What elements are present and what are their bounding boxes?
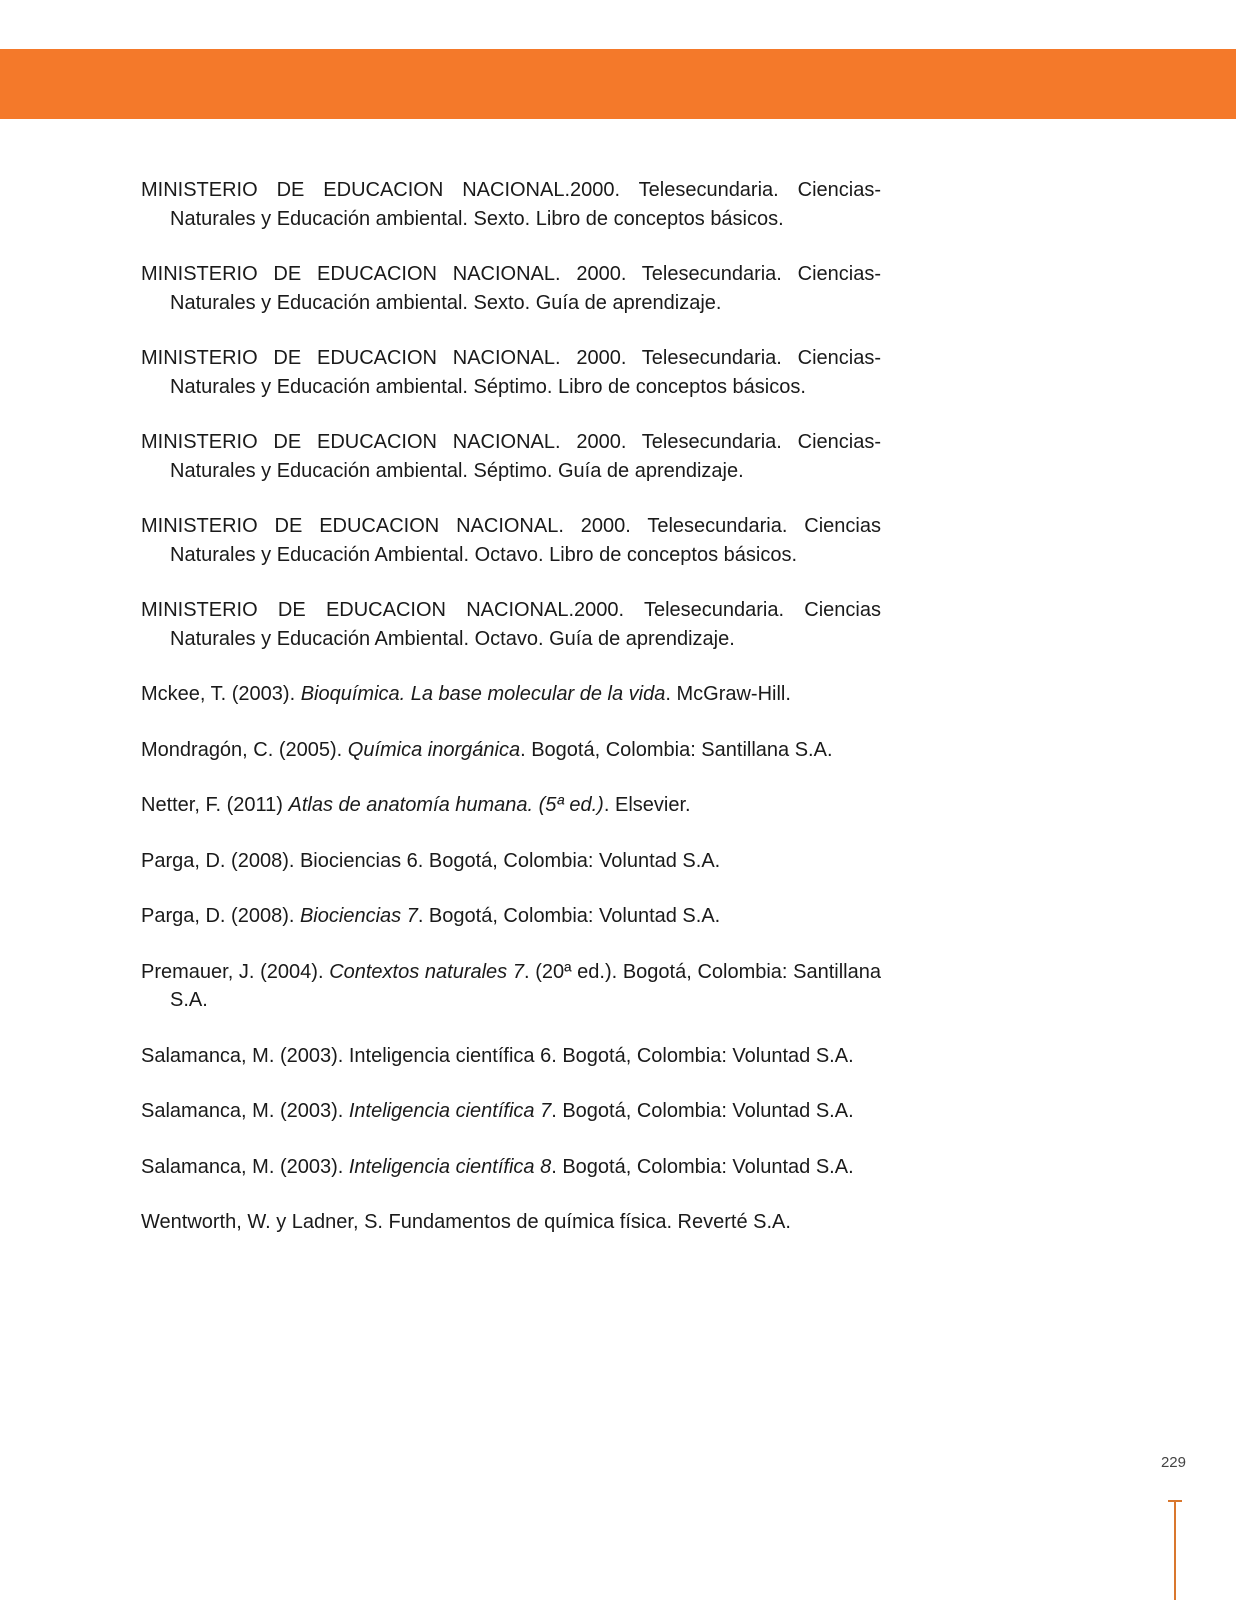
reference-text: MINISTERIO DE EDUCACION NACIONAL.2000. Telesecundaria. Ciencias Naturales y Educación Ambiental. Octavo. Guía de aprendizaje. [141, 599, 881, 650]
reference-text: Salamanca, M. (2003). [141, 1100, 349, 1122]
reference-entry [141, 512, 881, 569]
reference-entry [141, 680, 881, 709]
reference-entry [141, 1153, 881, 1182]
reference-title: Atlas de anatomía humana. (5ª ed.) [288, 794, 604, 816]
reference-entry [141, 902, 881, 931]
reference-entry [141, 176, 881, 233]
reference-entry [141, 736, 881, 765]
header-band [0, 49, 1236, 119]
reference-text: . Bogotá, Colombia: Santillana S.A. [520, 738, 833, 761]
reference-title: Biociencias 7 [299, 905, 418, 927]
reference-entry [141, 1208, 881, 1237]
reference-entry [141, 596, 881, 653]
reference-title: Bioquímica. La base molecular de la vida [300, 683, 666, 705]
reference-text: . Bogotá, Colombia: Voluntad S.A. [551, 1155, 854, 1178]
reference-text: . Bogotá, Colombia: Voluntad S.A. [551, 1100, 854, 1122]
reference-entry [141, 791, 881, 820]
reference-text: Parga, D. (2008). [141, 905, 300, 927]
reference-entry [141, 847, 881, 876]
reference-text: Salamanca, M. (2003). [141, 1155, 349, 1178]
reference-text: Premauer, J. (2004). [141, 960, 330, 983]
reference-entry [141, 1097, 881, 1126]
reference-text: Salamanca, M. (2003). Inteligencia científica 6. Bogotá, Colombia: Voluntad S.A. [141, 1044, 854, 1067]
reference-text: Wentworth, W. y Ladner, S. Fundamentos de química física. Reverté S.A. [141, 1211, 791, 1233]
reference-entry [141, 344, 881, 401]
reference-entry [141, 260, 881, 317]
reference-title: Inteligencia científica 8 [348, 1155, 552, 1178]
page-number: 229 [1160, 1454, 1186, 1471]
page-edge-marker [1168, 1500, 1182, 1600]
reference-text: Parga, D. (2008). Biociencias 6. Bogotá, Colombia: Voluntad S.A. [141, 849, 721, 872]
reference-text: MINISTERIO DE EDUCACION NACIONAL. 2000. Telesecundaria. Ciencias-Naturales y Educación ambiental. Séptimo. Libro de conceptos básicos. [141, 347, 881, 398]
reference-text: . (20ª ed.). Bogotá, Colombia: Santillana S.A. [170, 960, 881, 1011]
reference-text: Mondragón, C. (2005). [141, 738, 348, 761]
reference-title: Inteligencia científica 7 [348, 1100, 552, 1122]
reference-text: MINISTERIO DE EDUCACION NACIONAL. 2000. Telesecundaria. Ciencias-Naturales y Educación ambiental. Sexto. Guía de aprendizaje. [141, 263, 881, 314]
reference-title: Contextos naturales 7 [329, 960, 524, 983]
reference-text: . Elsevier. [603, 794, 691, 816]
reference-text: MINISTERIO DE EDUCACION NACIONAL. 2000. Telesecundaria. Ciencias Naturales y Educación Ambiental. Octavo. Libro de conceptos básicos. [141, 515, 881, 566]
reference-entry [141, 1042, 881, 1071]
reference-text: Mckee, T. (2003). [141, 683, 301, 705]
reference-entry [141, 958, 881, 1015]
reference-entry [141, 428, 881, 485]
reference-text: MINISTERIO DE EDUCACION NACIONAL.2000. Telesecundaria. Ciencias-Naturales y Educación ambiental. Sexto. Libro de conceptos básicos. [141, 179, 881, 230]
reference-text: Netter, F. (2011) [141, 794, 289, 816]
reference-list [141, 176, 881, 1264]
reference-text: MINISTERIO DE EDUCACION NACIONAL. 2000. Telesecundaria. Ciencias-Naturales y Educación ambiental. Séptimo. Guía de aprendizaje. [141, 431, 881, 482]
reference-text: . Bogotá, Colombia: Voluntad S.A. [417, 905, 721, 927]
page-edge-marker-stem [1174, 1500, 1176, 1600]
reference-text: . McGraw-Hill. [665, 683, 791, 705]
reference-title: Química inorgánica [347, 738, 521, 761]
